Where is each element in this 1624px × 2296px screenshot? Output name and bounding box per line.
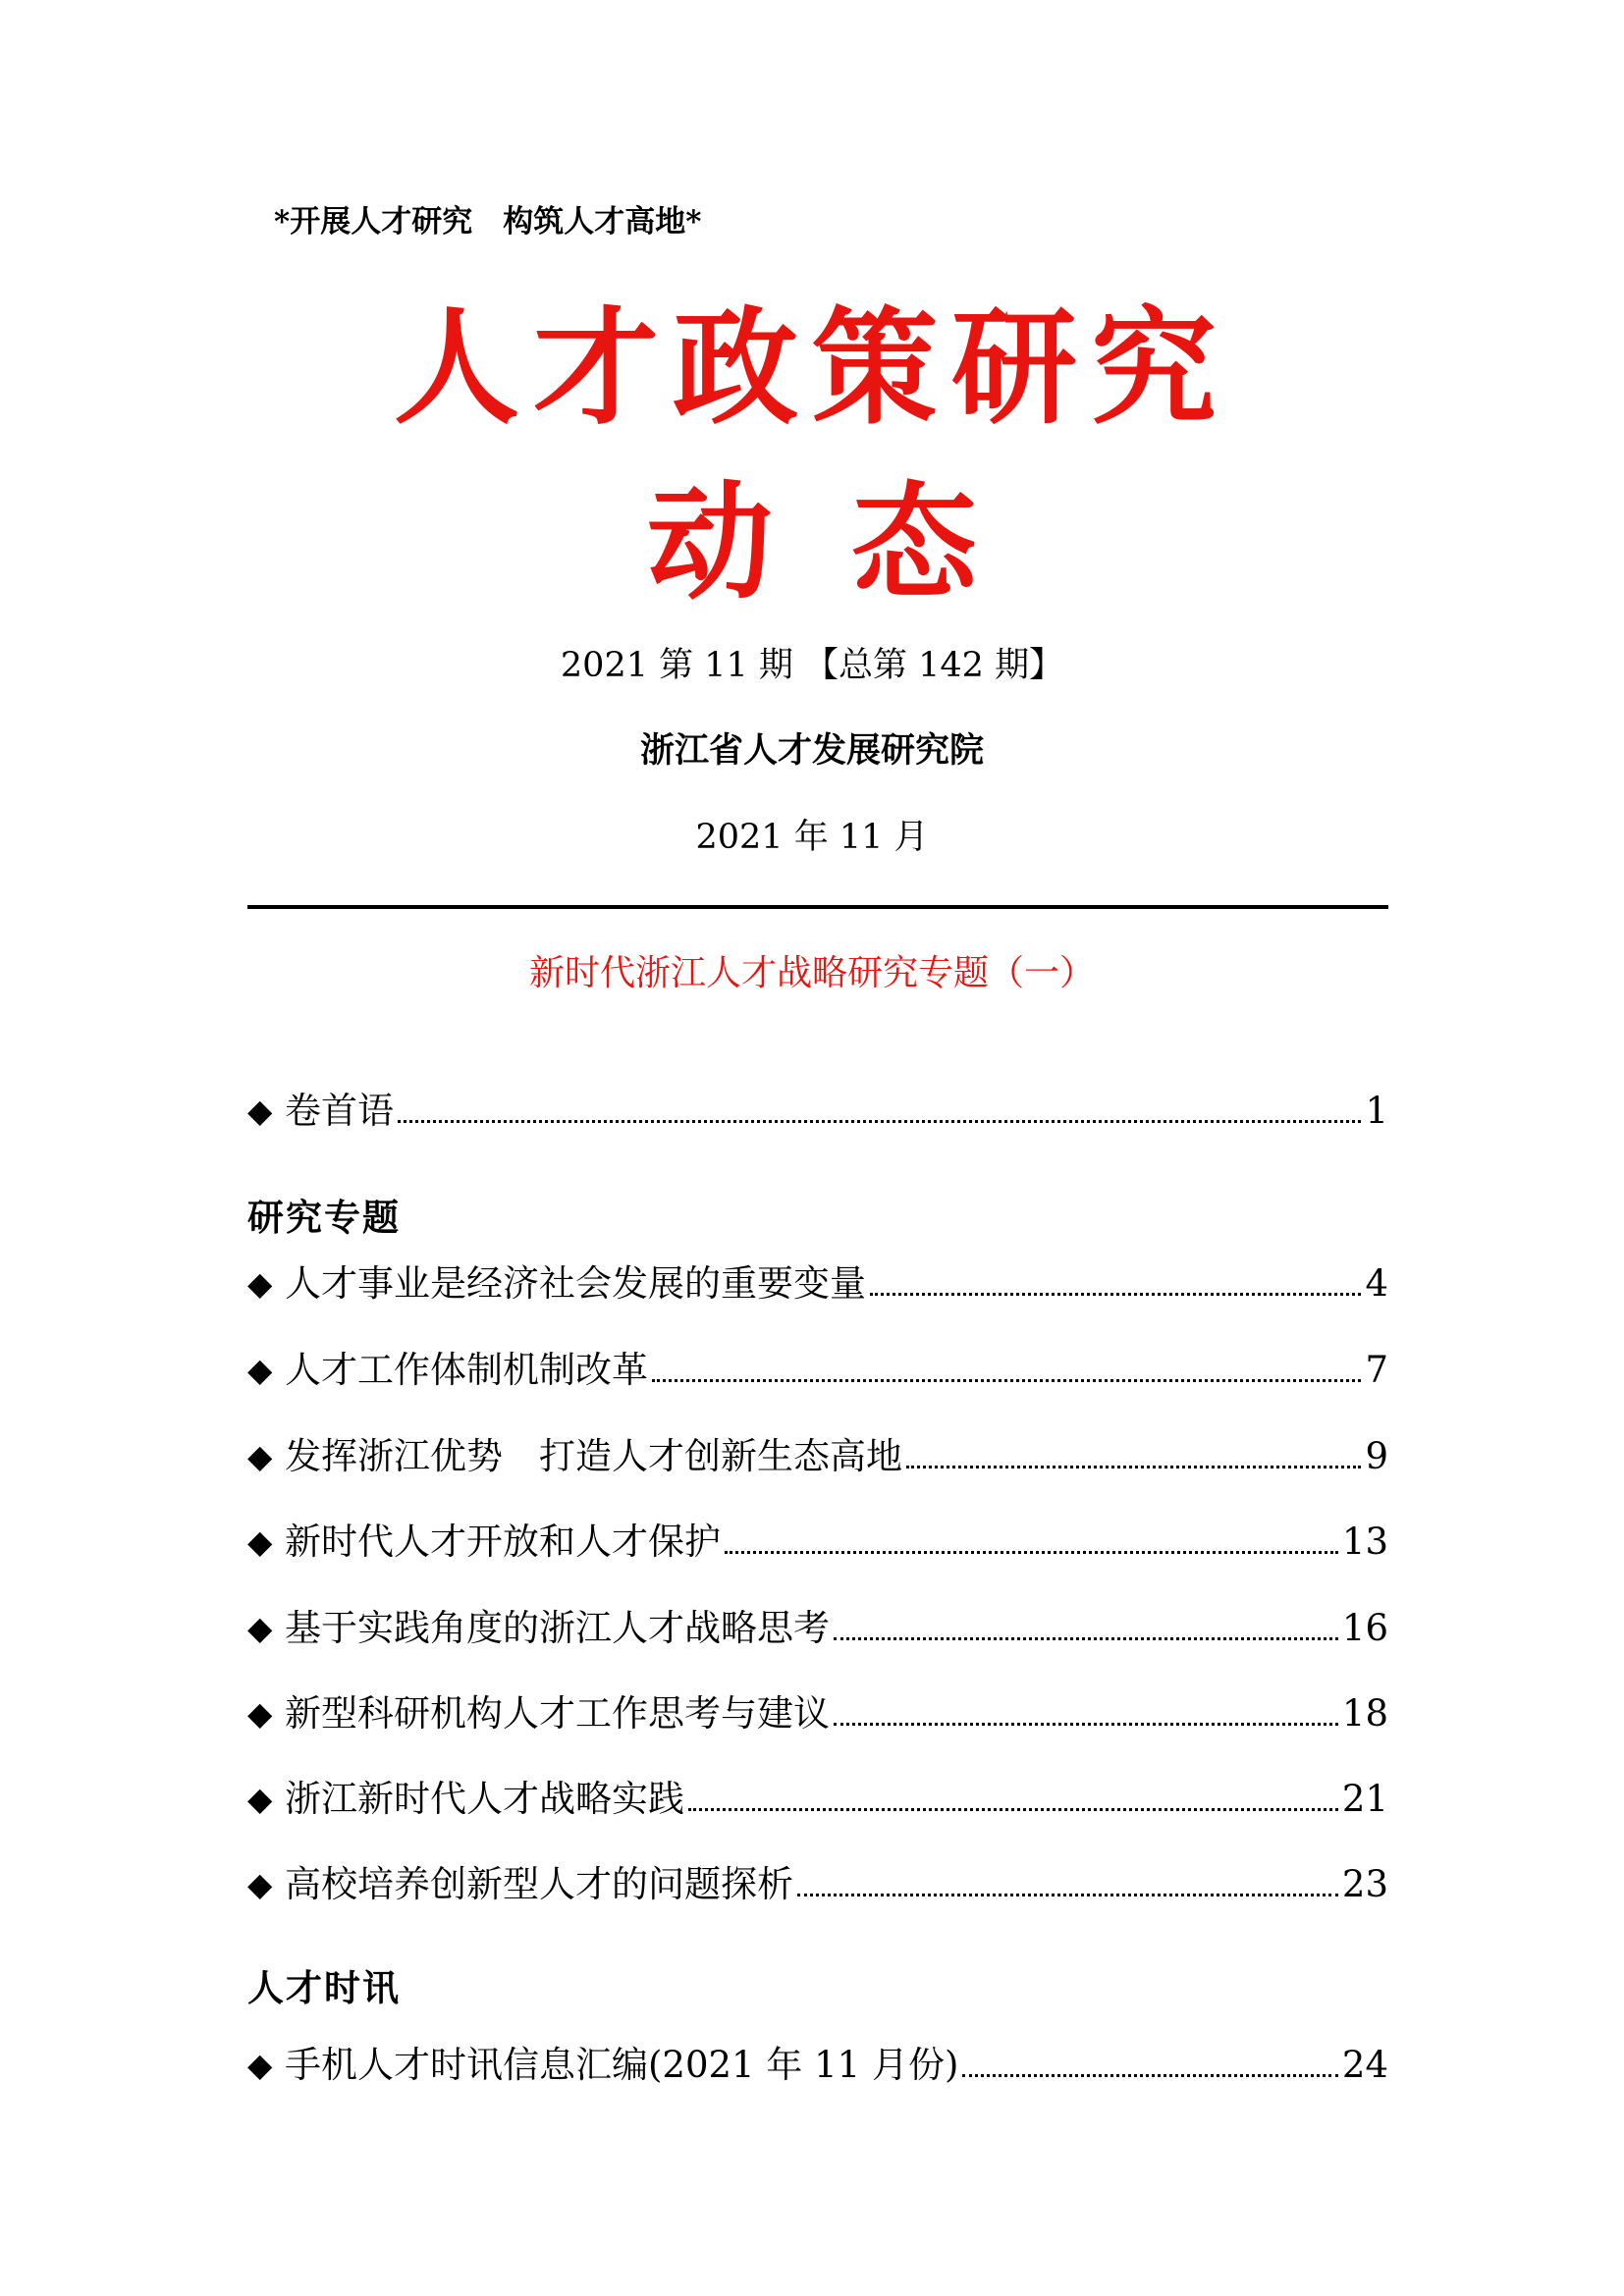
dot-leader [834,1723,1338,1726]
toc-page-number: 9 [1365,1435,1388,1477]
special-topic-heading: 新时代浙江人才战略研究专题（一） [528,953,1095,993]
dot-leader [906,1466,1361,1468]
toc-section-heading: 人才时讯 [247,1966,401,2009]
toc-page-number: 21 [1341,1778,1388,1820]
toc-page-number: 23 [1341,1863,1388,1905]
toc-entry[interactable] [247,1259,1388,1308]
toc-page-number: 18 [1341,1692,1388,1735]
dot-leader [962,2074,1338,2077]
dot-leader [870,1293,1361,1296]
toc-entry-label: 新型科研机构人才工作思考与建议 [285,1692,830,1735]
toc-entry[interactable] [247,1604,1388,1653]
toc-entry[interactable] [247,1775,1388,1824]
toc-entry-foreword[interactable] [247,1087,1388,1136]
dot-leader [688,1808,1338,1811]
toc-page-number: 16 [1341,1607,1388,1649]
toc-entry[interactable] [247,1432,1388,1481]
dot-leader [652,1379,1361,1382]
toc-entry-label: 发挥浙江优势 打造人才创新生态高地 [285,1435,902,1477]
diamond-bullet-icon: ◆ [247,1865,273,1903]
toc-entry-label: 人才工作体制机制改革 [285,1349,648,1391]
diamond-bullet-icon: ◆ [247,1780,273,1818]
toc-page-number: 1 [1365,1090,1388,1132]
toc-entry-label: 浙江新时代人才战略实践 [285,1778,684,1820]
diamond-bullet-icon: ◆ [247,1522,273,1561]
toc-entry[interactable] [247,1518,1388,1567]
dot-leader [797,1894,1338,1896]
header-divider [247,905,1388,909]
toc-entry[interactable] [247,1346,1388,1395]
publication-title: 人才政策研究 [393,294,1230,442]
publication-subtitle: 动态 [646,469,1056,616]
toc-entry[interactable] [247,1689,1388,1738]
toc-entry-label: 手机人才时讯信息汇编(2021 年 11 月份) [285,2044,959,2086]
toc-entry-label: 新时代人才开放和人才保护 [285,1521,721,1563]
toc-entry-label: 卷首语 [285,1090,394,1132]
toc-entry[interactable] [247,1860,1388,1909]
diamond-bullet-icon: ◆ [247,1437,273,1475]
diamond-bullet-icon: ◆ [247,1694,273,1733]
diamond-bullet-icon: ◆ [247,1351,273,1389]
diamond-bullet-icon: ◆ [247,1092,273,1130]
toc-page-number: 4 [1365,1262,1388,1305]
toc-entry-label: 基于实践角度的浙江人才战略思考 [285,1607,830,1649]
organization-name: 浙江省人才发展研究院 [639,730,984,771]
dot-leader [834,1637,1338,1640]
toc-page-number: 24 [1341,2044,1388,2086]
toc-entry-label: 高校培养创新型人才的问题探析 [285,1863,793,1905]
publication-date: 2021 年 11 月 [695,818,929,857]
toc-entry-label: 人才事业是经济社会发展的重要变量 [285,1262,866,1305]
diamond-bullet-icon: ◆ [247,1264,273,1303]
slogan: *开展人才研究 构筑人才高地* [274,204,702,240]
issue-number: 2021 第 11 期 【总第 142 期】 [560,646,1064,685]
toc-section-heading: 研究专题 [247,1196,401,1239]
toc-page-number: 13 [1341,1521,1388,1563]
dot-leader [398,1120,1361,1123]
toc-page-number: 7 [1365,1349,1388,1391]
diamond-bullet-icon: ◆ [247,2046,273,2084]
toc-entry[interactable] [247,2041,1388,2090]
diamond-bullet-icon: ◆ [247,1609,273,1647]
dot-leader [725,1551,1338,1554]
